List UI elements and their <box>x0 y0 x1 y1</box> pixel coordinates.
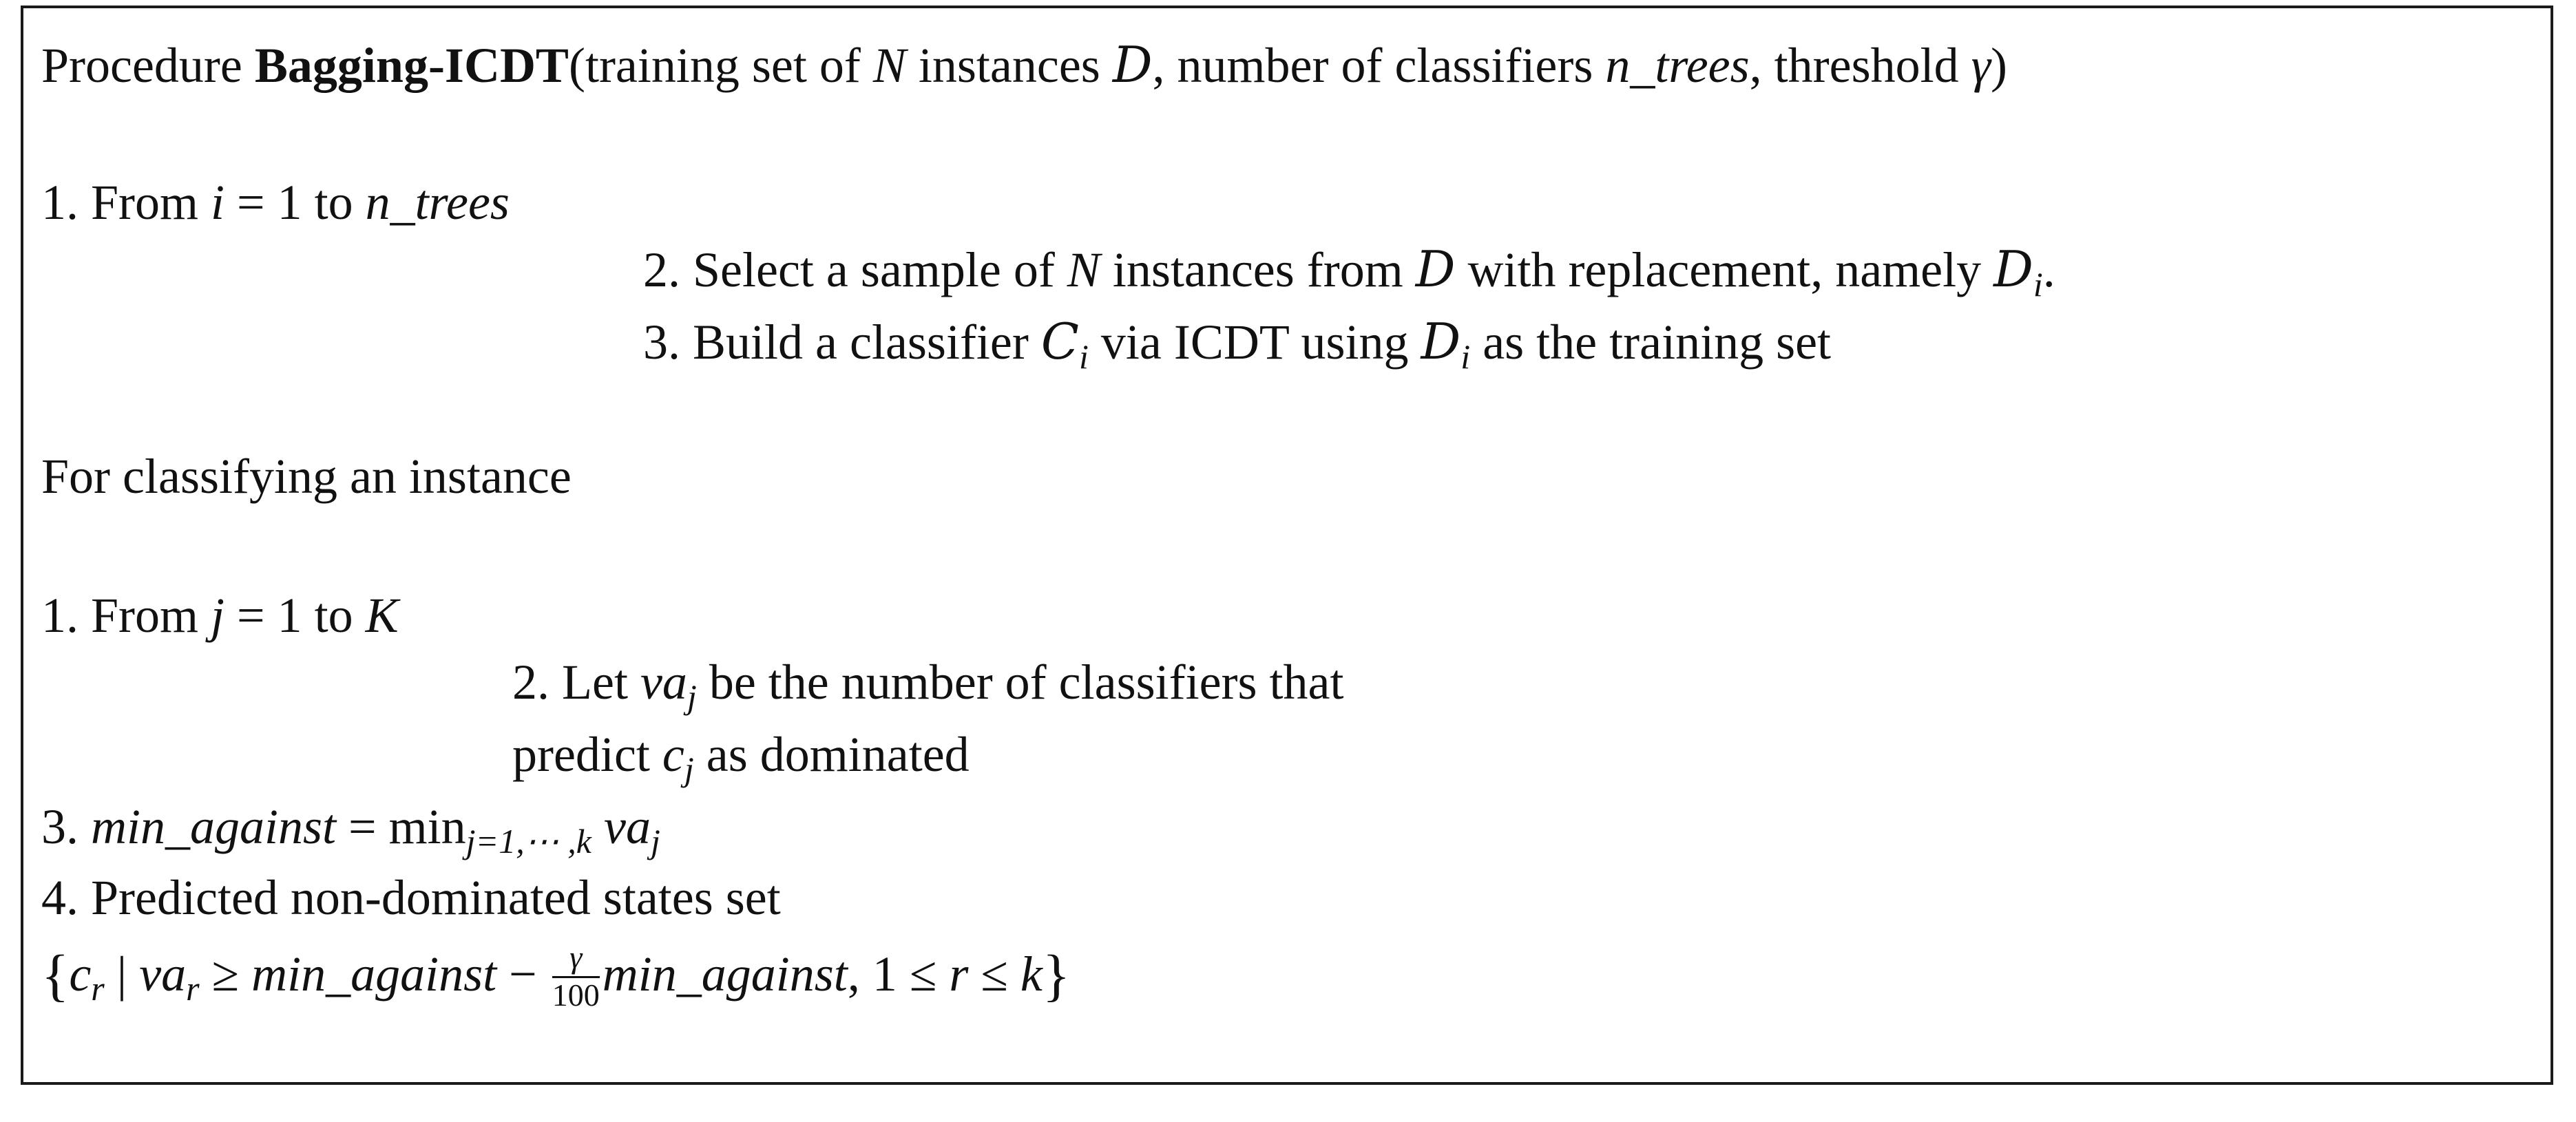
training-step-3 <box>643 313 1832 376</box>
step-prefix: predict <box>512 727 662 782</box>
close-brace: } <box>1042 944 1071 1008</box>
procedure-name: Bagging-ICDT <box>254 38 569 93</box>
procedure-prefix: Procedure <box>41 38 255 93</box>
step-text: as dominated <box>693 727 970 782</box>
classifying-step-3 <box>41 799 660 860</box>
step-prefix: 2. Let <box>512 655 640 710</box>
procedure-args-close: ) <box>1991 38 2007 93</box>
procedure-args-number: , number of classifiers <box>1152 38 1606 93</box>
set-bar: | <box>104 946 140 1002</box>
var-va: va <box>591 799 651 854</box>
var-D: D <box>1415 240 1456 298</box>
var-i: i <box>211 175 225 230</box>
step-eq: = 1 to <box>224 175 366 230</box>
training-step-2 <box>643 240 2055 304</box>
step-text: via ICDT using <box>1088 315 1421 370</box>
leq-operator: ≤ <box>968 946 1020 1002</box>
var-N: N <box>872 38 906 93</box>
var-min-against: min_against <box>251 946 497 1002</box>
var-c: c <box>662 727 684 782</box>
classifying-step-2a <box>512 655 1344 716</box>
var-r: r <box>949 946 969 1002</box>
var-k: k <box>1020 946 1043 1002</box>
var-va: va <box>640 655 687 710</box>
predicted-set-formula <box>41 942 1070 1011</box>
step-prefix: 3. Build a classifier <box>643 315 1041 370</box>
subscript: j <box>687 677 697 716</box>
var-min-against: min_against <box>602 946 848 1002</box>
step-text: . <box>2042 242 2055 297</box>
fraction-denominator: 100 <box>552 977 600 1013</box>
var-min-against: min_against <box>91 799 337 854</box>
var-D: D <box>1421 313 1461 370</box>
fraction-numerator: γ <box>552 942 600 978</box>
var-K: K <box>365 588 399 643</box>
training-step-1 <box>41 175 510 230</box>
subscript: r <box>186 969 200 1008</box>
var-c: c <box>69 946 92 1002</box>
step-text: instances from <box>1100 242 1416 297</box>
step-text: as the training set <box>1470 315 1832 370</box>
step-prefix: 2. Select a sample of <box>643 242 1067 297</box>
subscript: i <box>2033 265 2043 304</box>
step-prefix: 1. From <box>41 175 211 230</box>
step-text: with replacement, namely <box>1455 242 1994 297</box>
subscript: i <box>1460 337 1471 376</box>
var-n-trees: n_trees <box>1605 38 1750 93</box>
var-gamma: γ <box>1971 38 1991 93</box>
classifying-step-2b <box>512 727 970 788</box>
classifying-step-4: 4. Predicted non-dominated states set <box>41 870 781 925</box>
minus-operator: − <box>496 946 549 1002</box>
var-N: N <box>1067 242 1100 297</box>
var-C: C <box>1040 313 1079 370</box>
var-j: j <box>211 588 225 643</box>
subscript: i <box>1078 337 1089 376</box>
procedure-args-instances: instances <box>905 38 1113 93</box>
var-va: va <box>139 946 187 1002</box>
step-prefix: 1. From <box>41 588 211 643</box>
procedure-args-threshold: , threshold <box>1749 38 1971 93</box>
step-prefix: 3. <box>41 799 91 854</box>
subscript: j <box>684 750 694 788</box>
var-n-trees: n_trees <box>365 175 510 230</box>
var-D: D <box>1112 36 1153 94</box>
procedure-args-open: (training set of <box>568 38 873 93</box>
procedure-header <box>41 36 2007 94</box>
geq-operator: ≥ <box>199 946 252 1002</box>
set-condition: , 1 ≤ <box>847 946 950 1002</box>
step-text: be the number of classifiers that <box>696 655 1344 710</box>
classifying-heading: For classifying an instance <box>41 449 572 504</box>
step-eq: = 1 to <box>224 588 366 643</box>
var-D: D <box>1993 240 2033 298</box>
classifying-step-1 <box>41 588 399 643</box>
subscript: j=1,⋯ ,k <box>465 822 591 860</box>
open-brace: { <box>41 944 70 1008</box>
gamma-over-100-fraction <box>552 942 600 1011</box>
subscript: r <box>91 969 105 1008</box>
min-operator: = min <box>336 799 466 854</box>
subscript: j <box>650 822 660 860</box>
